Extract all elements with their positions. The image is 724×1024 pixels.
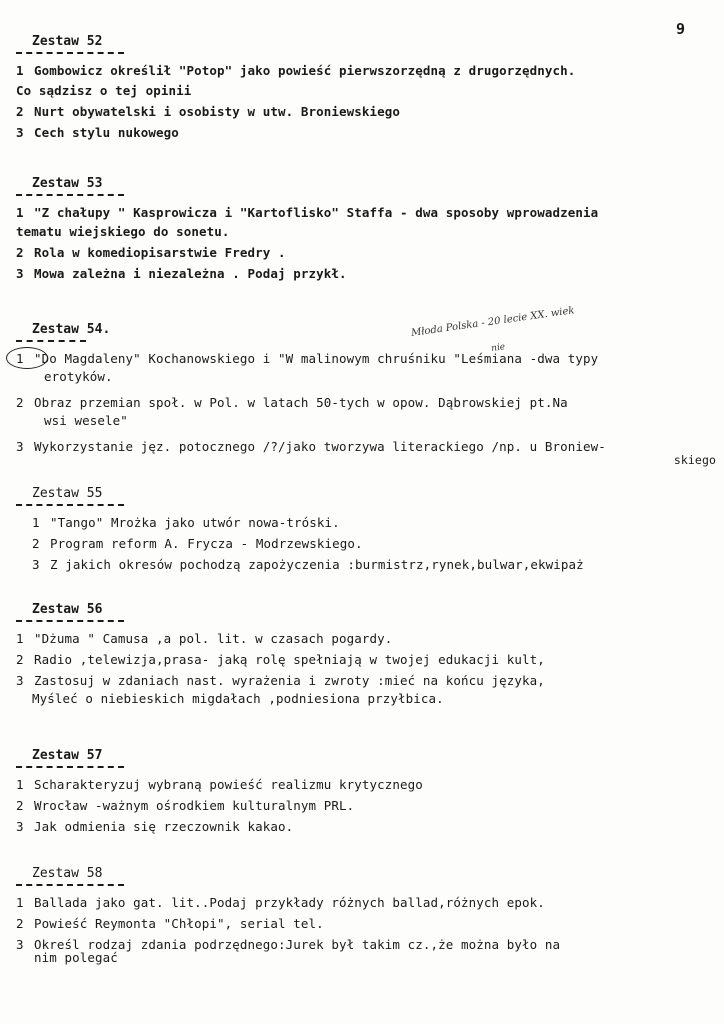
set-title: Zestaw 57	[32, 748, 103, 763]
question-item-continuation: skiego	[673, 453, 716, 467]
handwritten-note: nie	[490, 342, 506, 354]
question-item: tematu wiejskiego do sonetu.	[16, 224, 230, 239]
set-underline	[16, 504, 124, 506]
set-underline	[16, 194, 124, 196]
question-item-continuation: nim polegać	[34, 950, 118, 965]
question-item: 2 Powieść Reymonta "Chłopi", serial tel.	[16, 916, 324, 931]
set-title: Zestaw 54.	[32, 322, 111, 337]
question-item: 3 Wykorzystanie jęz. potocznego /?/jako tworzywa literackiego /np. u Broniew-	[16, 439, 606, 454]
question-item-continuation: wsi wesele"	[44, 413, 128, 428]
question-item: 1 "Dżuma " Camusa ,a pol. lit. w czasach pogardy.	[16, 631, 393, 646]
question-item: Co sądzisz o tej opinii	[16, 83, 192, 98]
question-item: 2 Rola w komediopisarstwie Fredry .	[16, 245, 286, 260]
exam-set-55	[16, 486, 716, 575]
question-item: 1 "Tango" Mrożka jako utwór nowa-tróski.	[32, 515, 340, 530]
question-item: 1 "Do Magdaleny" Kochanowskiego i "W malinowym chruśniku "Leśmiana -dwa typy	[16, 351, 599, 366]
question-item: 2 Obraz przemian społ. w Pol. w latach 50-tych w opow. Dąbrowskiej pt.Na	[16, 395, 568, 410]
question-item: 3 Określ rodzaj zdania podrzędnego:Jurek był takim cz.,że można było na	[16, 937, 561, 952]
exam-set-52	[16, 34, 716, 143]
set-underline	[16, 620, 124, 622]
set-title: Zestaw 52	[32, 34, 103, 49]
question-item: 2 Radio ,telewizja,prasa- jaką rolę spełniają w twojej edukacji kult,	[16, 652, 545, 667]
page-number: 9	[676, 20, 686, 38]
set-title: Zestaw 58	[32, 866, 103, 881]
question-item: 3 Jak odmienia się rzeczownik kakao.	[16, 819, 294, 834]
question-item: 3 Mowa zależna i niezależna . Podaj przykł.	[16, 266, 347, 281]
question-item: 1 Gombowicz określił "Potop" jako powieść pierwszorzędną z drugorzędnych.	[16, 63, 576, 78]
set-title: Zestaw 56	[32, 602, 103, 617]
question-item-continuation: Myśleć o niebieskich migdałach ,podniesiona przyłbica.	[32, 691, 444, 706]
set-underline	[16, 340, 86, 342]
question-item: 1 Ballada jako gat. lit..Podaj przykłady różnych ballad,różnych epok.	[16, 895, 545, 910]
exam-set-53	[16, 176, 716, 284]
question-item: 3 Z jakich okresów pochodzą zapożyczenia :burmistrz,rynek,bulwar,ekwipaż	[32, 557, 584, 572]
question-item: 3 Zastosuj w zdaniach nast. wyrażenia i zwroty :mieć na końcu języka,	[16, 673, 545, 688]
question-item: 2 Nurt obywatelski i osobisty w utw. Broniewskiego	[16, 104, 401, 119]
question-item: 2 Wrocław -ważnym ośrodkiem kulturalnym PRL.	[16, 798, 355, 813]
set-title: Zestaw 53	[32, 176, 103, 191]
set-underline	[16, 884, 124, 886]
question-item: 1 Scharakteryzuj wybraną powieść realizmu krytycznego	[16, 777, 423, 792]
question-item: 2 Program reform A. Frycza - Modrzewskiego.	[32, 536, 363, 551]
exam-set-57	[16, 748, 716, 837]
question-item: 3 Cech stylu nukowego	[16, 125, 179, 140]
handwritten-circle-mark	[6, 347, 48, 369]
question-item-continuation: erotyków.	[44, 369, 113, 384]
set-title: Zestaw 55	[32, 486, 103, 501]
set-underline	[16, 766, 124, 768]
question-item: 1 "Z chałupy " Kasprowicza i "Kartoflisko" Staffa - dwa sposoby wprowadzenia	[16, 205, 599, 220]
handwritten-note: Młoda Polska - 20 lecie XX. wiek	[410, 305, 576, 339]
exam-set-54	[16, 322, 716, 471]
set-underline	[16, 52, 124, 54]
exam-set-56	[16, 602, 716, 709]
exam-set-58	[16, 866, 716, 968]
